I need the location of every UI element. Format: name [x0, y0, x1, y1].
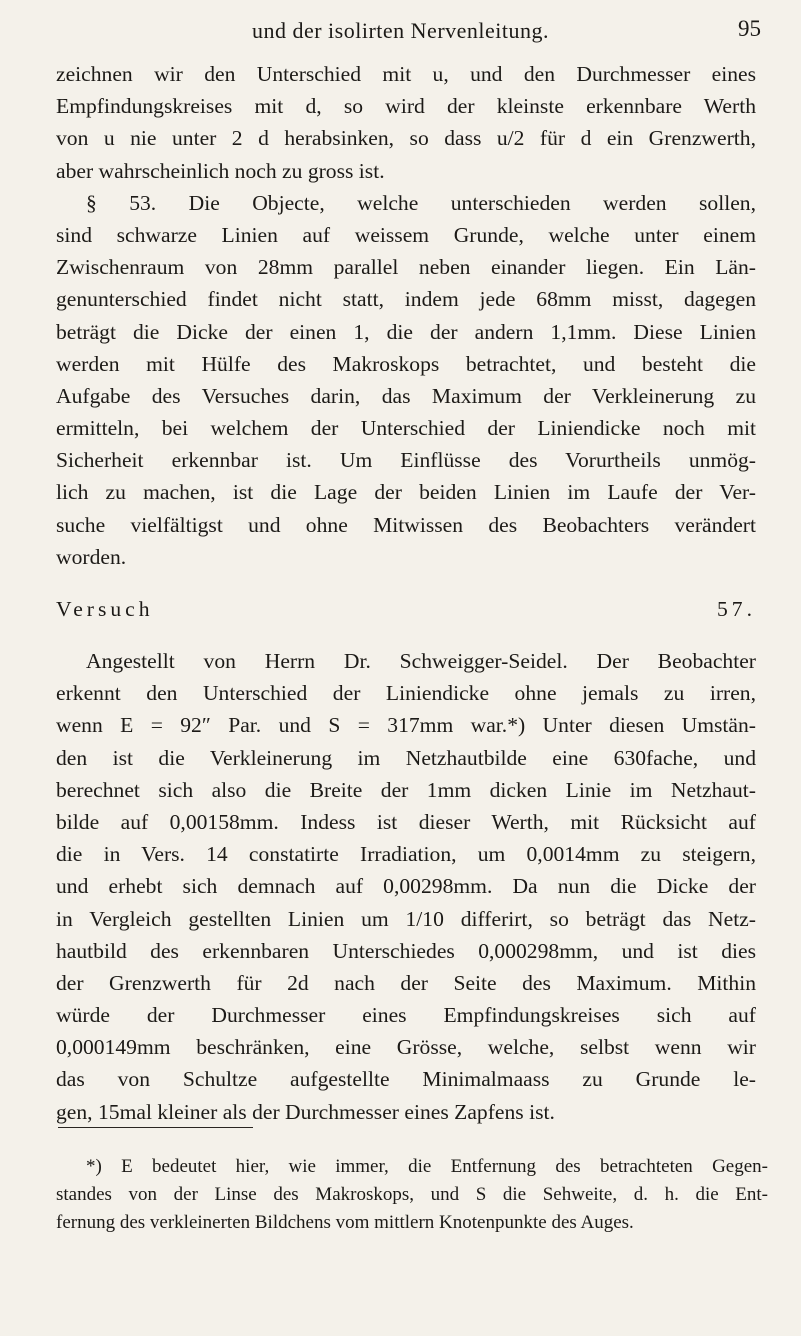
text-line: beträgt die Dicke der einen 1, die der andern 1,1mm. Diese Linien — [56, 319, 756, 344]
footnote-rule — [58, 1127, 253, 1128]
text-line: lich zu machen, ist die Lage der beiden Linien im Laufe der Ver- — [56, 480, 756, 505]
text-line: und erhebt sich demnach auf 0,00298mm. Da nun die Dicke der — [56, 874, 756, 899]
footnote — [56, 1153, 768, 1237]
text-line: hautbild des erkennbaren Unterschiedes 0,000298mm, und ist dies — [56, 938, 756, 963]
text-line: erkennt den Unterschied der Liniendicke ohne jemals zu irren, — [56, 681, 756, 706]
text-line: bilde auf 0,00158mm. Indess ist dieser Werth, mit Rücksicht auf — [56, 809, 756, 834]
text-line: aber wahrscheinlich noch zu gross ist. — [56, 158, 385, 183]
text-line: worden. — [56, 544, 127, 569]
text-line: berechnet sich also die Breite der 1mm dicken Linie im Netzhaut- — [56, 777, 756, 802]
text-line: ermitteln, bei welchem der Unterschied der Liniendicke noch mit — [56, 416, 756, 441]
text-line: der Grenzwerth für 2d nach der Seite des Maximum. Mithin — [56, 970, 756, 995]
text-line: Angestellt von Herrn Dr. Schweigger-Seidel. Der Beobachter — [86, 649, 756, 673]
text-line: fernung des verkleinerten Bildchens vom mittlern Knotenpunkte des Auges. — [56, 1212, 634, 1233]
text-line: Sicherheit erkennbar ist. Um Einflüsse des Vorurtheils unmög- — [56, 448, 756, 473]
paragraph-section-53 — [56, 187, 756, 573]
text-line: den ist die Verkleinerung im Netzhautbilde eine 630fache, und — [56, 745, 756, 770]
text-line: von u nie unter 2 d herabsinken, so dass u/2 für d ein Grenzwerth, — [56, 126, 756, 151]
text-line: 0,000149mm beschränken, eine Grösse, welche, selbst wenn wir — [56, 1035, 756, 1060]
paragraph-experiment-57 — [56, 645, 756, 1128]
page-number: 95 — [738, 16, 761, 41]
text-line: würde der Durchmesser eines Empfindungskreises sich auf — [56, 1003, 756, 1028]
text-line: Aufgabe des Versuches darin, das Maximum der Verkleinerung zu — [56, 383, 756, 408]
text-line: *) E bedeutet hier, wie immer, die Entfernung des betrachteten Gegen- — [86, 1156, 768, 1177]
text-line: werden mit Hülfe des Makroskops betrachtet, und besteht die — [56, 351, 756, 376]
text-line: wenn E = 92″ Par. und S = 317mm war.*) Unter diesen Umstän- — [56, 713, 756, 738]
text-line: gen, 15mal kleiner als der Durchmesser eines Zapfens ist. — [56, 1099, 555, 1124]
text-line: die in Vers. 14 constatirte Irradiation, um 0,0014mm zu steigern, — [56, 842, 756, 867]
text-line: in Vergleich gestellten Linien um 1/10 differirt, so beträgt das Netz- — [56, 906, 756, 931]
experiment-heading: Versuch 57. — [56, 597, 756, 621]
running-title: und der isolirten Nervenleitung. — [251, 18, 550, 43]
text-line: zeichnen wir den Unterschied mit u, und den Durchmesser eines — [56, 62, 756, 86]
text-line: das von Schultze aufgestellte Minimalmaass zu Grunde le- — [56, 1067, 756, 1092]
paragraph-continuation — [56, 58, 756, 187]
body-text — [56, 58, 756, 1128]
running-head — [0, 8, 801, 42]
text-line: sind schwarze Linien auf weissem Grunde, welche unter einem — [56, 222, 756, 247]
text-line: Empfindungskreises mit d, so wird der kleinste erkennbare Werth — [56, 94, 756, 119]
text-line: suche vielfältigst und ohne Mitwissen des Beobachters verändert — [56, 512, 756, 537]
text-line: Zwischenraum von 28mm parallel neben einander liegen. Ein Län- — [56, 255, 756, 280]
text-line: genunterschied findet nicht statt, indem jede 68mm misst, dagegen — [56, 287, 756, 312]
text-line: standes von der Linse des Makroskops, und S die Sehweite, d. h. die Ent- — [56, 1184, 768, 1205]
text-line: § 53. Die Objecte, welche unterschieden werden sollen, — [86, 190, 756, 215]
